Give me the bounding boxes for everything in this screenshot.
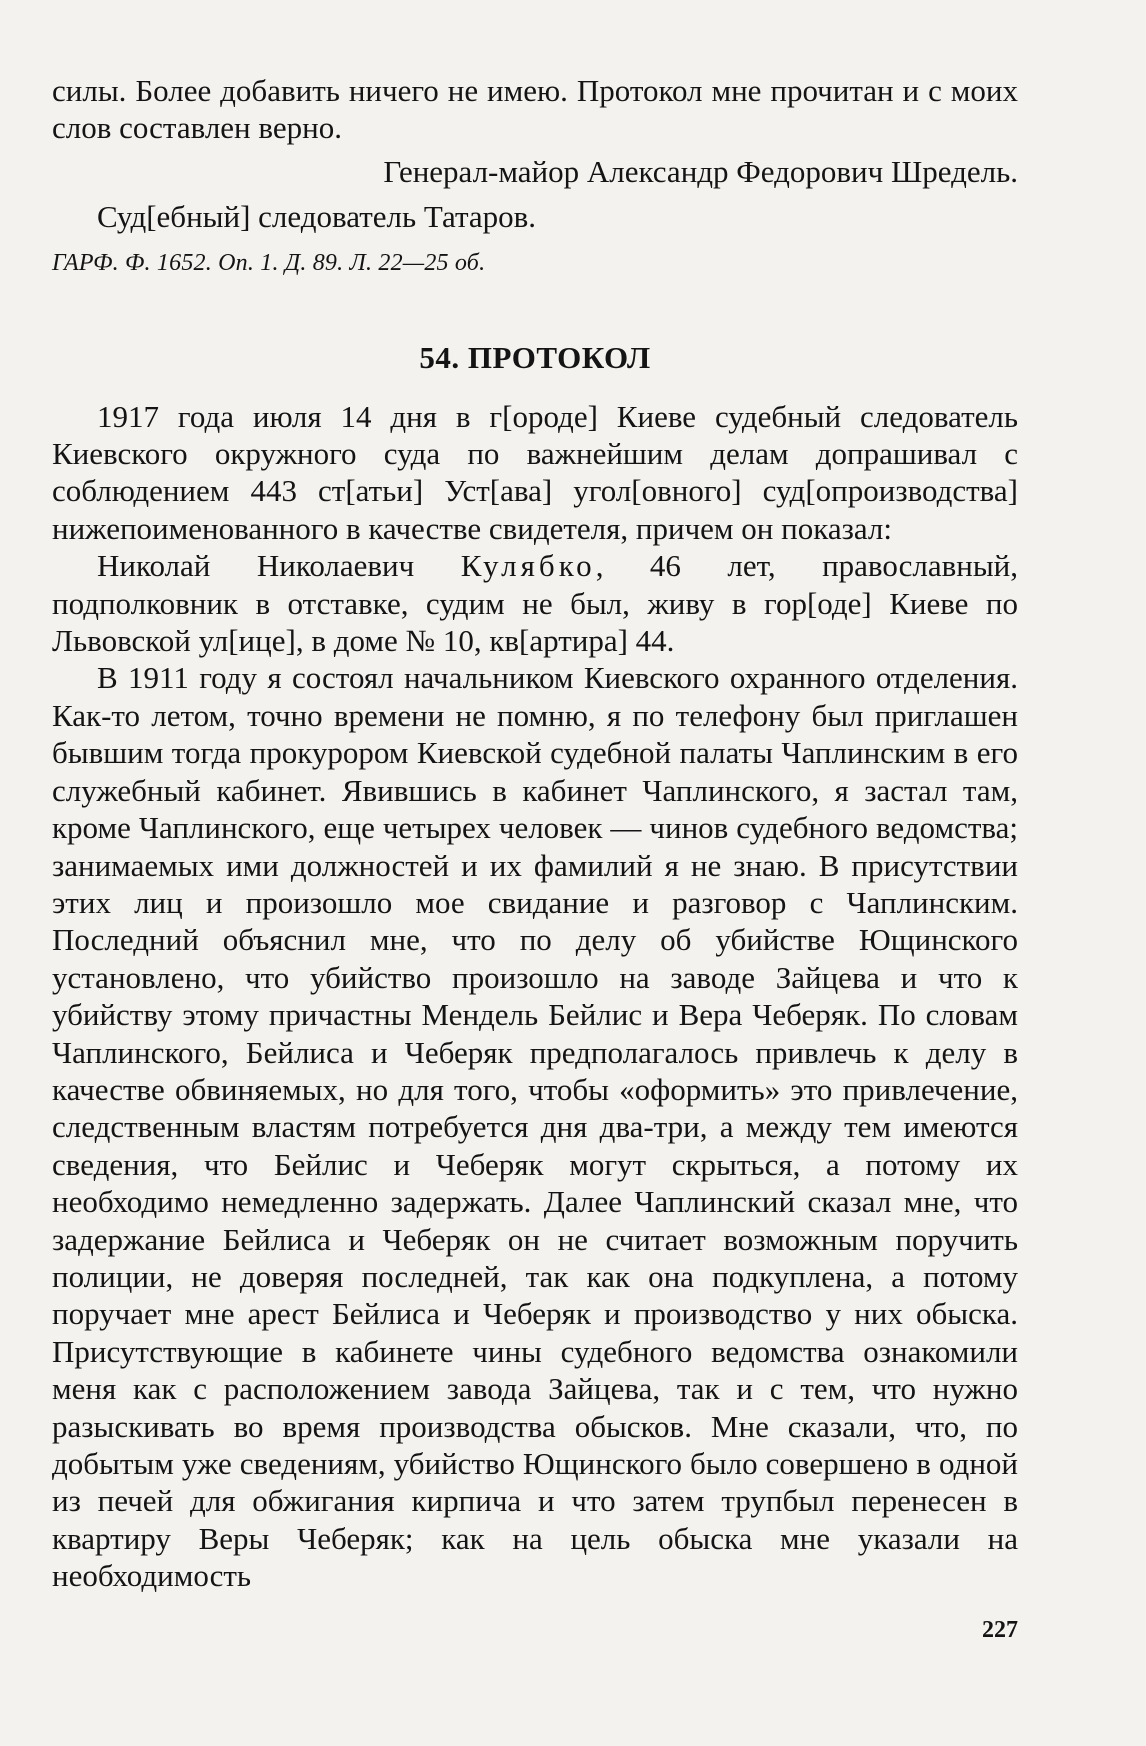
signature-line: Генерал-майор Александр Федорович Шредель. <box>383 153 1018 189</box>
witness-details: , 46 лет, православный, подполковник в отставке, судим не был, живу в гор[оде] Киеве по Львовской ул[ице], в доме № 10, кв[артира] 44. <box>52 548 1018 659</box>
investigator-line: Суд[ебный] следователь Татаров. <box>97 199 537 235</box>
witness-name: Николай Николаевич <box>97 548 461 584</box>
testimony-paragraph: В 1911 году я состоял начальником Киевского охранного отделения. Как-то летом, точно времени не помню, я по телефону был приглашен бывшим тогда прокурором Киевской судебной палаты Чаплинским в его служебный кабинет. Явившись в кабинет Чаплинского, я застал там, кроме Чаплинского, еще четырех человек — чинов судебного ведомства; занимаемых ими должностей и их фамилий я не знаю. В присутствии этих лиц и произошло мое свидание и разговор с Чаплинским. Последний объяснил мне, что по делу об убийстве Ющинского установлено, что убийство произошло на заводе Зайцева и что к убийству этому причастны Мендель Бейлис и Вера Чеберяк. По словам Чаплинского, Бейлиса и Чеберяк предполагалось привлечь к делу в качестве обвиняемых, но для того, чтобы «оформить» это привлечение, следственным властям потребуется дня два-три, а между тем имеются сведения, что Бейлис и Чеберяк могут скрыться, а потому их необходимо немедленно задержать. Далее Чаплинский сказал мне, что задержание Бейлиса и Чеберяк он не считает возможным поручить полиции, не доверяя последней, так как она подкуплена, а потому поручает мне арест Бейлиса и Чеберяк и производство у них обыска. Присутствующие в кабинете чины судебного ведомства ознакомили меня как с расположением завода Зайцева, так и с тем, что нужно разыскивать во время производства обысков. Мне сказали, что, по добытым уже сведениям, убийство Ющинского было совершено в одной из печей для обжигания кирпича и что затем трупбыл перенесен в квартиру Веры Чеберяк; как на цель обыска мне указали на необходимость <box>52 660 1018 1594</box>
section-title: 54. ПРОТОКОЛ <box>419 339 651 375</box>
archive-reference: ГАРФ. Ф. 1652. Оп. 1. Д. 89. Л. 22—25 об. <box>52 249 486 276</box>
witness-paragraph <box>52 547 1018 659</box>
top-paragraph: силы. Более добавить ничего не имею. Протокол мне прочитан и с моих слов составлен верно. <box>52 73 1018 146</box>
intro-paragraph: 1917 года июля 14 дня в г[ороде] Киеве судебный следователь Киевского окружного суда по важнейшим делам допрашивал с соблюдением 443 ст[атьи] Уст[ава] угол[овного] суд[опроизводства] нижепоименованного в качестве свидетеля, причем он показал: <box>52 398 1018 546</box>
document-page <box>52 72 1018 1712</box>
witness-surname: Кулябко <box>460 548 596 584</box>
page-number: 227 <box>982 1617 1018 1643</box>
